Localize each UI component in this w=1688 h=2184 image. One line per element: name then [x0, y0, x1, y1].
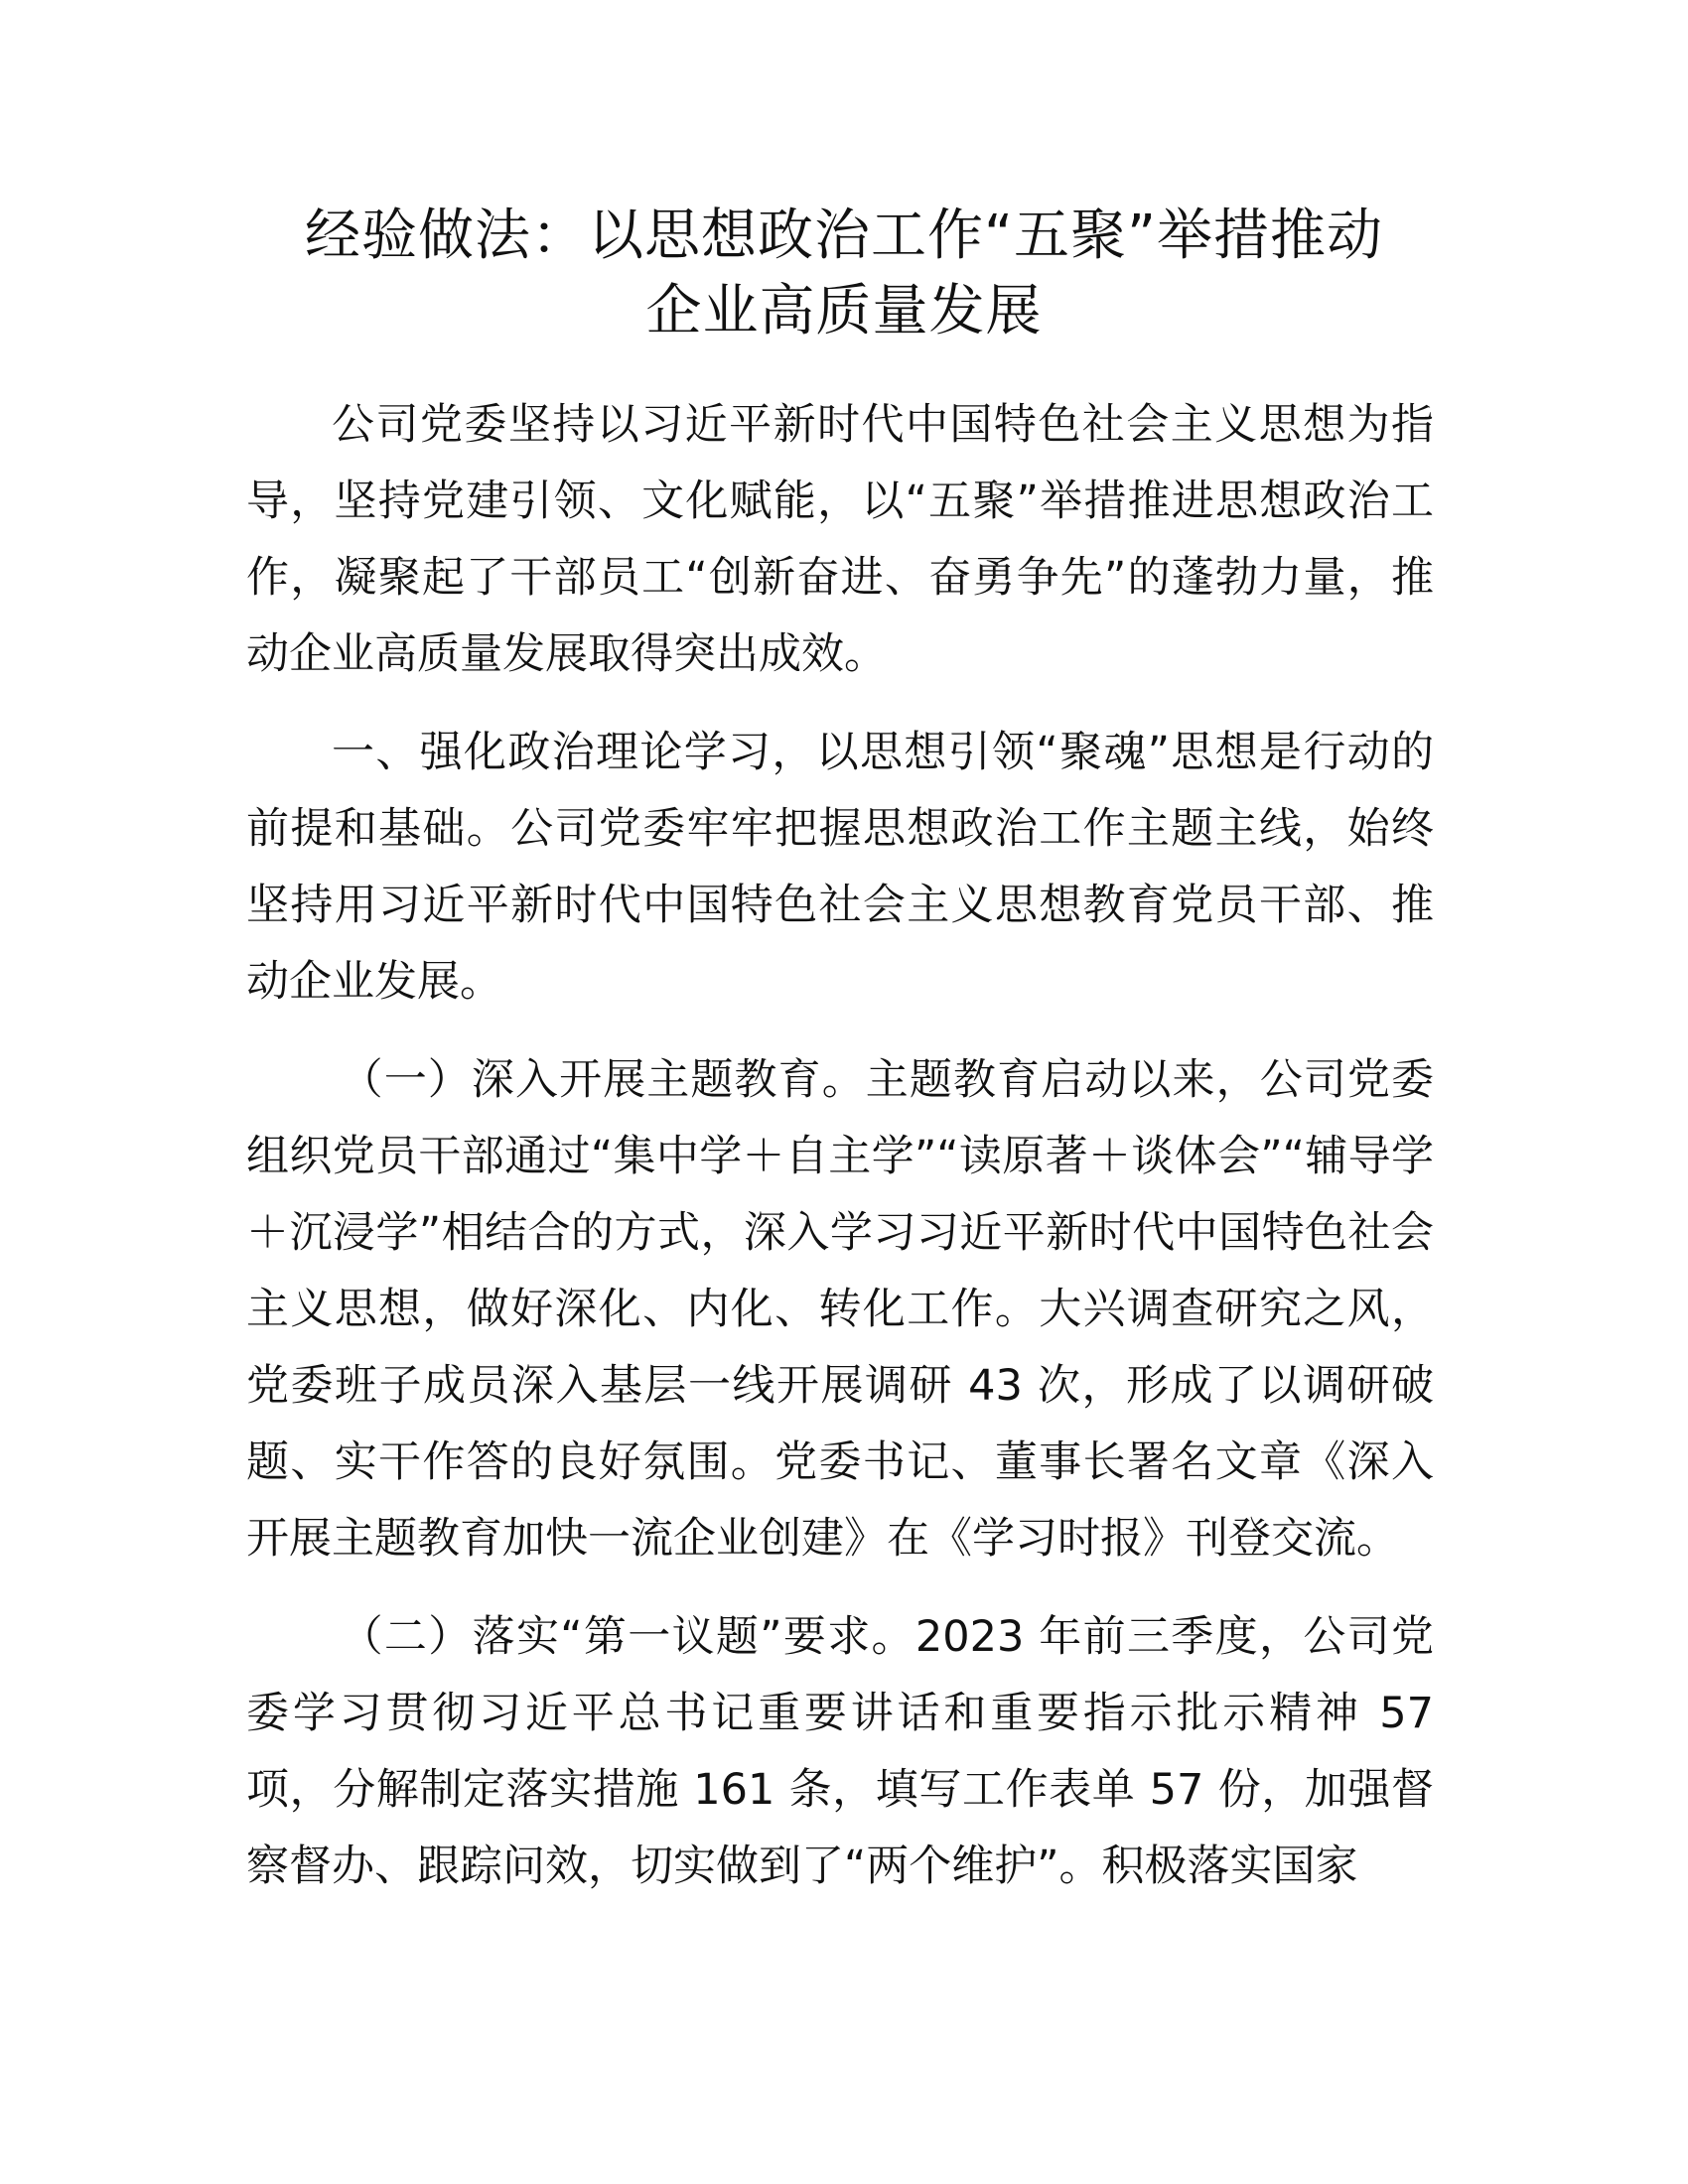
paragraph-subsection-2: （二）落实“第一议题”要求。2023 年前三季度，公司党委学习贯彻习近平总书记重要讲话和重要指示批示精神 57 项，分解制定落实措施 161 条，填写工作表单 57 份，加强督察督办、跟踪问效，切实做到了“两个维护”。积极落实国家 [246, 1612, 1434, 1891]
paragraph-section-1: 一、强化政治理论学习，以思想引领“聚魂”思想是行动的前提和基础。公司党委牢牢把握思想政治工作主题主线，始终坚持用习近平新时代中国特色社会主义思想教育党员干部、推动企业发展。 [246, 728, 1434, 1007]
title-line-2: 企业高质量发展 [645, 279, 1043, 343]
paragraph-intro: 公司党委坚持以习近平新时代中国特色社会主义思想为指导，坚持党建引领、文化赋能，以“五聚”举措推进思想政治工作，凝聚起了干部员工“创新奋进、奋勇争先”的蓬勃力量，推动企业高质量发展取得突出成效。 [246, 400, 1434, 679]
paragraph-subsection-1: （一）深入开展主题教育。主题教育启动以来，公司党委组织党员干部通过“集中学＋自主学”“读原著＋谈体会”“辅导学＋沉浸学”相结合的方式，深入学习习近平新时代中国特色社会主义思想，做好深化、内化、转化工作。大兴调查研究之风，党委班子成员深入基层一线开展调研 43 次，形成了以调研破题、实干作答的良好氛围。党委书记、董事长署名文章《深入开展主题教育加快一流企业创建》在《学习时报》刊登交流。 [246, 1055, 1434, 1564]
title-line-1: 经验做法：以思想政治工作“五聚”举措推动 [304, 204, 1384, 268]
document-title [238, 199, 1450, 349]
document-body [246, 387, 1434, 1927]
